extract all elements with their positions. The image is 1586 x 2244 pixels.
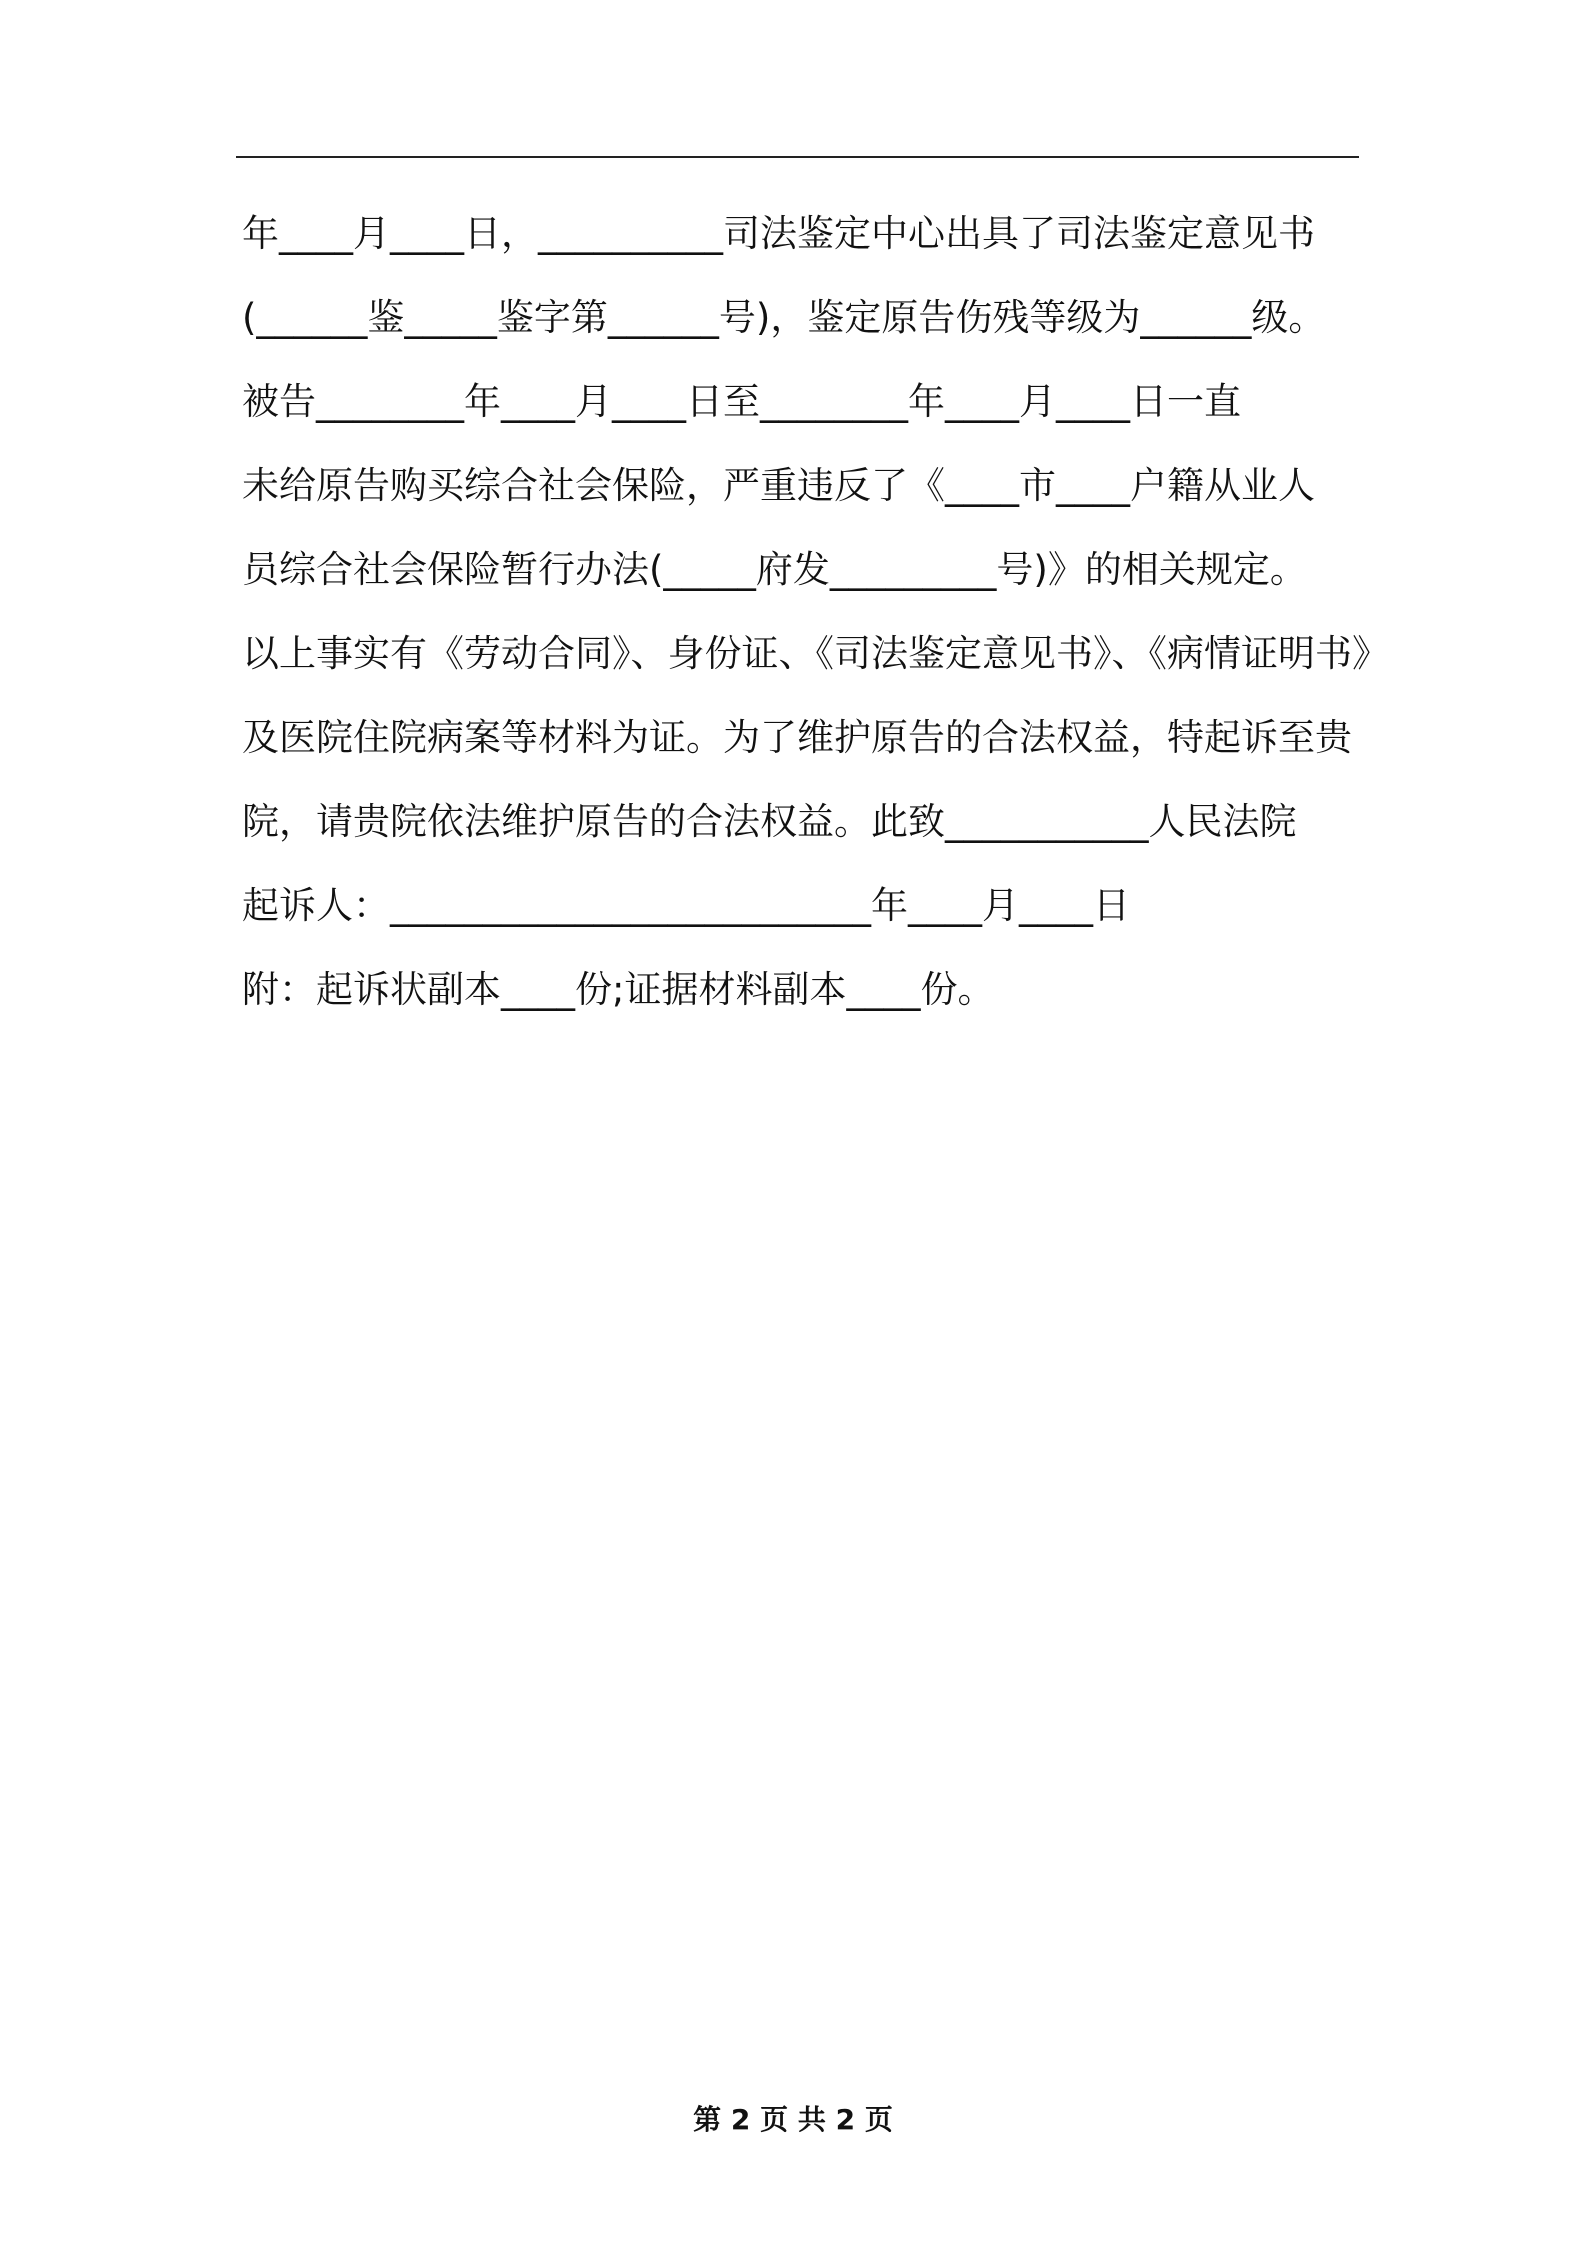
body-line: 及医院住院病案等材料为证。为了维护原告的合法权益，特起诉至贵 [242,716,1352,759]
body-line: 院，请贵院依法维护原告的合法权益。此致___________人民法院 [242,800,1297,843]
body-line: 起诉人：__________________________年____月____日 [242,884,1130,927]
body-line: 年____月____日，__________司法鉴定中心出具了司法鉴定意见书 [242,212,1315,255]
body-line: 员综合社会保险暂行办法(_____府发_________号)》的相关规定。 [242,548,1307,591]
body-line: 被告________年____月____日至________年____月____日一直 [242,380,1241,423]
header-rule [236,156,1359,158]
body-line: 以上事实有《劳动合同》、身份证、《司法鉴定意见书》、《病情证明书》 [242,632,1389,675]
body-line: 附：起诉状副本____份;证据材料副本____份。 [242,968,995,1011]
body-line: (______鉴_____鉴字第______号)，鉴定原告伤残等级为______级。 [242,296,1326,339]
page-number-footer: 第 2 页 共 2 页 [693,2103,893,2136]
body-line: 未给原告购买综合社会保险，严重违反了《____市____户籍从业人 [242,464,1315,507]
document-body [242,192,1389,1032]
